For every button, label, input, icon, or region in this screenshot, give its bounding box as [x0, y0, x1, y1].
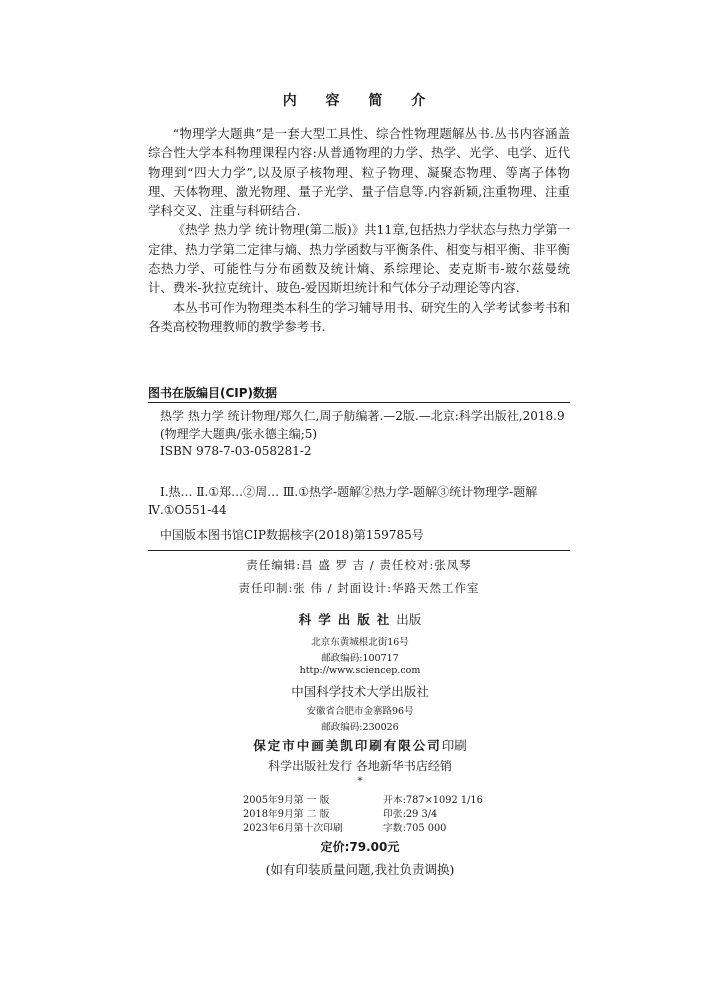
edition-spec: 印张:29 3/4 — [383, 809, 438, 820]
separator-star: * — [357, 776, 363, 787]
cip-entry-block — [148, 408, 570, 461]
printer-line — [0, 736, 720, 754]
publisher-website: http://www.sciencep.com — [299, 665, 421, 676]
cip-record-text: 中国版本图书馆CIP数据核字(2018)第159785号 — [160, 528, 424, 542]
printer-name: 保定市中画美凯印刷有限公司 — [253, 738, 442, 753]
copublisher-postcode: 邮政编码:230026 — [321, 722, 399, 733]
intro-paragraph-1: “物理学大题典”是一套大型工具性、综合性物理题解丛书.丛书内容涵盖综合性大学本科物理课程内容:从普通物理的力学、热学、光学、电学、近代物理到“四大力学”,以及原子核物理、粒子物理、凝聚态物理、等离子体物理、天体物理、激光物理、量子光学、量子信息等.内容新颖,注重物理、注重学科交叉、注重与科研结合. — [148, 126, 570, 219]
publisher-postcode: 邮政编码:100717 — [321, 653, 399, 664]
edition-date: 2018年9月第 二 版 — [243, 809, 330, 820]
cip-series: (物理学大题典/张永德主编;5) — [160, 426, 318, 441]
edition-row — [243, 808, 483, 822]
edition-date: 2023年6月第十次印刷 — [243, 823, 343, 834]
intro-title: 内 容 简 介 — [282, 93, 438, 109]
edition-date: 2005年9月第 一 版 — [243, 795, 330, 806]
cip-subjects-text: Ⅰ.热… Ⅱ.①郑…②周… Ⅲ.①热学-题解②热力学-题解③统计物理学-题解 Ⅳ.①O551-44 — [148, 485, 538, 517]
price: 定价:79.00元 — [320, 840, 400, 854]
cip-subjects — [148, 484, 570, 519]
intro-body — [148, 124, 570, 336]
distribution-line: 科学出版社发行 各地新华书店经销 — [268, 759, 452, 773]
cip-heading: 图书在版编目(CIP)数据 — [148, 386, 278, 400]
editor-credits: 责任编辑:昌 盛 罗 吉 / 责任校对:张凤琴 — [246, 558, 472, 572]
cip-isbn: ISBN 978-7-03-058281-2 — [160, 444, 312, 458]
edition-table — [243, 794, 483, 836]
quality-notice: (如有印装质量问题,我社负责调换) — [265, 862, 455, 877]
edition-row — [243, 822, 483, 836]
copublisher-name: 中国科学技术大学出版社 — [291, 684, 429, 699]
copublisher-address: 安徽省合肥市金寨路96号 — [306, 706, 414, 717]
printer-suffix: 印刷 — [441, 738, 467, 753]
publisher-line — [0, 610, 720, 628]
cip-bottom-rule — [148, 550, 570, 551]
intro-paragraph-3: 本丛书可作为物理类本科生的学习辅导用书、研究生的入学考试参考书和各类高校物理教师的教学参考书. — [148, 299, 570, 334]
publisher-logo-text: 科学出版社 — [298, 612, 397, 627]
intro-paragraph-2: 《热学 热力学 统计物理(第二版)》共11章,包括热力学状态与热力学第一定律、热力学第二定律与熵、热力学函数与平衡条件、相变与相平衡、非平衡态热力学、可能性与分布函数及统计熵、系综理论、麦克斯韦-玻尔兹曼统计、费米-狄拉克统计、玻色-爱因斯坦统计和气体分子动理论等内容. — [148, 222, 570, 296]
cip-top-rule — [148, 402, 570, 403]
edition-spec: 字数:705 000 — [383, 823, 447, 834]
publisher-address: 北京东黄城根北街16号 — [311, 637, 409, 648]
edition-row — [243, 794, 483, 808]
publisher-suffix: 出版 — [396, 612, 422, 627]
edition-spec: 开本:787×1092 1/16 — [383, 795, 483, 806]
production-credits: 责任印制:张 伟 / 封面设计:华路天然工作室 — [238, 581, 480, 595]
cip-entry: 热学 热力学 统计物理/郑久仁,周子舫编著.—2版.—北京:科学出版社,2018.9 — [160, 409, 565, 423]
cip-record — [148, 527, 570, 545]
